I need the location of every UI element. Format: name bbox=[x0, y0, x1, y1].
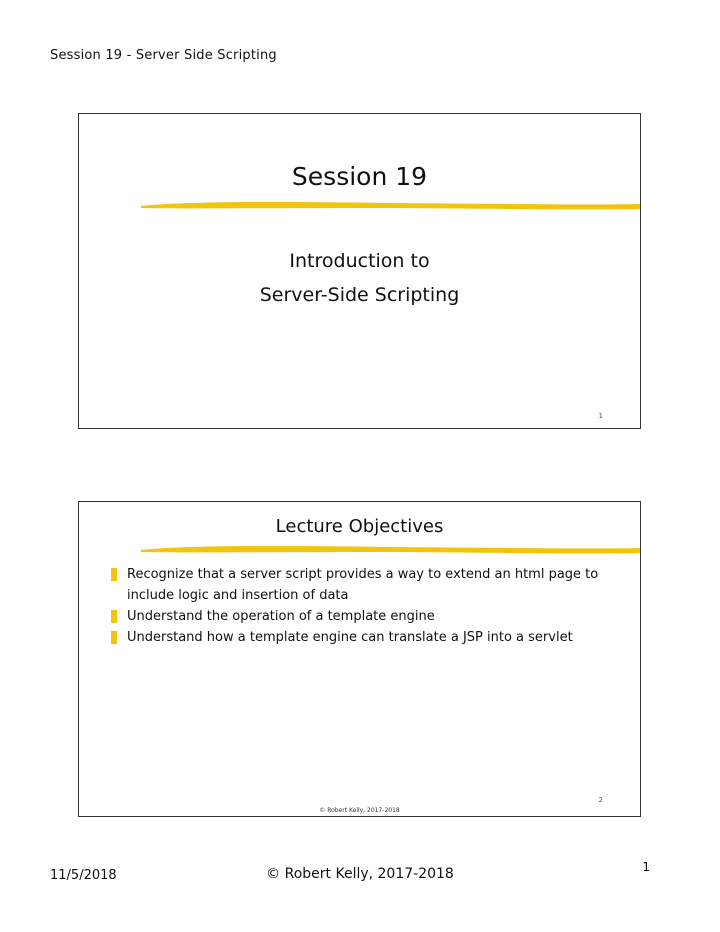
list-item bbox=[109, 627, 610, 648]
slide-number: 2 bbox=[598, 796, 603, 804]
slide-footer: © Robert Kelly, 2017-2018 bbox=[319, 807, 400, 814]
highlighter-stroke bbox=[139, 201, 641, 210]
slide-1 bbox=[78, 113, 641, 429]
objectives-list bbox=[109, 564, 610, 648]
bullet-text: Recognize that a server script provides a way to extend an html page to include logic and insertion of data bbox=[127, 567, 599, 603]
footer-date: 11/5/2018 bbox=[50, 868, 117, 883]
highlighter-stroke bbox=[139, 545, 641, 554]
list-item bbox=[109, 564, 610, 606]
bullet-text: Understand how a template engine can translate a JSP into a servlet bbox=[127, 630, 573, 645]
bullet-square-icon bbox=[111, 631, 117, 644]
bullet-square-icon bbox=[111, 568, 117, 581]
bullet-square-icon bbox=[111, 610, 117, 623]
slide-number: 1 bbox=[598, 412, 603, 420]
slide-subtitle bbox=[79, 244, 640, 312]
subtitle-line-2: Server-Side Scripting bbox=[259, 284, 460, 306]
list-item bbox=[109, 606, 610, 627]
page-number: 1 bbox=[642, 860, 650, 874]
bullet-text: Understand the operation of a template engine bbox=[127, 609, 435, 624]
subtitle-line-1: Introduction to bbox=[289, 250, 430, 272]
slide-2 bbox=[78, 501, 641, 817]
slide-title: Lecture Objectives bbox=[275, 516, 444, 537]
footer-copyright: © Robert Kelly, 2017-2018 bbox=[266, 866, 454, 882]
page-header: Session 19 - Server Side Scripting bbox=[50, 48, 277, 63]
slide-title: Session 19 bbox=[291, 162, 428, 191]
